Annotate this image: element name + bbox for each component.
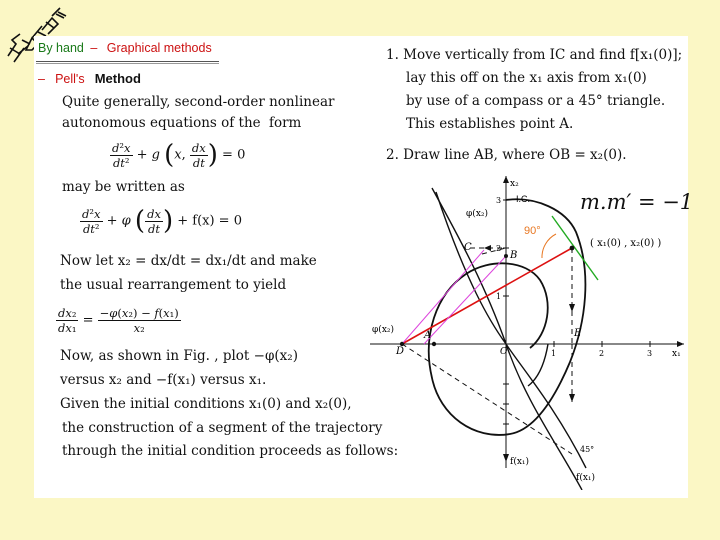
initial-condition-coord: ( x₁(0) , x₂(0) ) xyxy=(590,238,662,249)
header-divider-shadow xyxy=(36,63,219,64)
point-a-label: A xyxy=(424,330,432,341)
step-1-line-b: lay this off on the x₁ axis from x₁(0) xyxy=(406,70,647,86)
intro-line-1: Quite generally, second-order nonlinear xyxy=(62,94,335,110)
trajectory-spiral xyxy=(429,199,586,435)
ninety-degree-label: 90° xyxy=(524,225,541,237)
f-curve xyxy=(436,192,586,468)
x2-axis-arrow-icon xyxy=(503,176,509,183)
equation-1: $\frac{\text{d²x}}{\text{dt²}}$ + g (x, $\frac{dx}{dt}$ ) = 0 xyxy=(112,140,246,170)
point-c-label: C xyxy=(464,242,472,253)
now-shown-line: Now, as shown in Fig. , plot −φ(x₂) xyxy=(60,348,298,364)
point-e-label: E xyxy=(574,328,582,339)
given-line: Given the initial conditions x₁(0) and x₂(0), xyxy=(60,396,352,412)
magenta-line-1 xyxy=(402,250,484,344)
intro-line-2 xyxy=(62,117,301,131)
step-1-line-c: by use of a compass or a 45° triangle. xyxy=(406,93,666,109)
by-hand-label: By hand xyxy=(38,41,84,55)
tick-label-x2: 2 xyxy=(599,349,605,358)
point-ic xyxy=(570,246,575,251)
equation-1-rest: = 0 xyxy=(217,147,246,163)
intro-form-word: form xyxy=(268,115,302,131)
x1-axis-arrow-icon xyxy=(677,341,684,347)
point-b-label: B xyxy=(510,250,518,261)
step-1-line-d: This establishes point A. xyxy=(406,116,574,132)
now-let-line: Now let x₂ = dx/dt = dx₁/dt and make xyxy=(60,253,317,269)
intro-line-2-text: autonomous equations of the xyxy=(62,115,261,131)
down-arrow-icon xyxy=(569,304,575,312)
equation-2-rest: + f(x) = 0 xyxy=(177,213,242,229)
phi-curve xyxy=(432,188,582,490)
point-a xyxy=(432,342,436,346)
bullet-dash: – xyxy=(38,72,45,86)
f-curve-label: f(x₁) xyxy=(576,473,596,483)
equation-2: $\frac{\text{d²x}}{\text{dt²}}$ + φ ( $\frac{dx}{dt}$ ) + f(x) = 0 xyxy=(82,206,242,236)
tick-label-y3: 3 xyxy=(496,196,502,205)
step-2-line: 2. Draw line AB, where OB = x₂(0). xyxy=(386,147,627,163)
method-heading xyxy=(38,71,141,87)
neg-f-curve-label: f(x₁) xyxy=(510,457,530,467)
graphical-methods-label: Graphical methods xyxy=(106,41,212,55)
x1-axis-label: x₁ xyxy=(672,349,681,359)
forty-five-label: 45° xyxy=(580,445,595,454)
phi-curve-label: φ(x₂) xyxy=(466,209,489,219)
perpendicular-slope-equation: m.m′ = −1 xyxy=(580,190,694,214)
equation-3: $\frac{\text{dx₂}}{\text{dx₁}}$ = $\frac{\text{−φ(x₂) − f(x₁)}}{\text{x₂}}$ xyxy=(58,306,179,335)
tick-label-x1: 1 xyxy=(551,349,557,358)
header-dash: – xyxy=(90,41,98,55)
point-d-label: D xyxy=(396,346,405,357)
step-1-line-a: 1. Move vertically from IC and find f[x₁(0)]; xyxy=(386,47,683,63)
header-divider xyxy=(36,61,219,62)
phi-left-label: φ(x₂) xyxy=(372,325,395,335)
ic-label: I.C. xyxy=(516,194,531,204)
x2-axis-label: x₂ xyxy=(510,179,519,189)
construction-line: the construction of a segment of the trajectory xyxy=(62,420,383,436)
pells-label: Pell's xyxy=(55,72,85,86)
slide-header xyxy=(38,41,212,55)
origin-label: O xyxy=(500,347,508,357)
f-down-arrow-icon xyxy=(503,454,509,462)
may-be-written: may be written as xyxy=(62,179,185,195)
down-arrow-2-icon xyxy=(569,394,575,402)
usual-rearrangement: the usual rearrangement to yield xyxy=(60,277,287,293)
tick-label-y1: 1 xyxy=(496,292,502,301)
right-angle-arc xyxy=(542,234,556,258)
through-line: through the initial condition proceeds as follows: xyxy=(62,443,399,459)
tick-label-x3: 3 xyxy=(647,349,653,358)
tick-label-y2: 2 xyxy=(496,244,502,253)
phase-plane-figure xyxy=(366,172,686,490)
left-arrow-icon xyxy=(484,245,491,251)
point-b xyxy=(504,254,508,258)
method-label: Method xyxy=(94,71,141,86)
versus-line: versus x₂ and −f(x₁) versus x₁. xyxy=(60,372,267,388)
